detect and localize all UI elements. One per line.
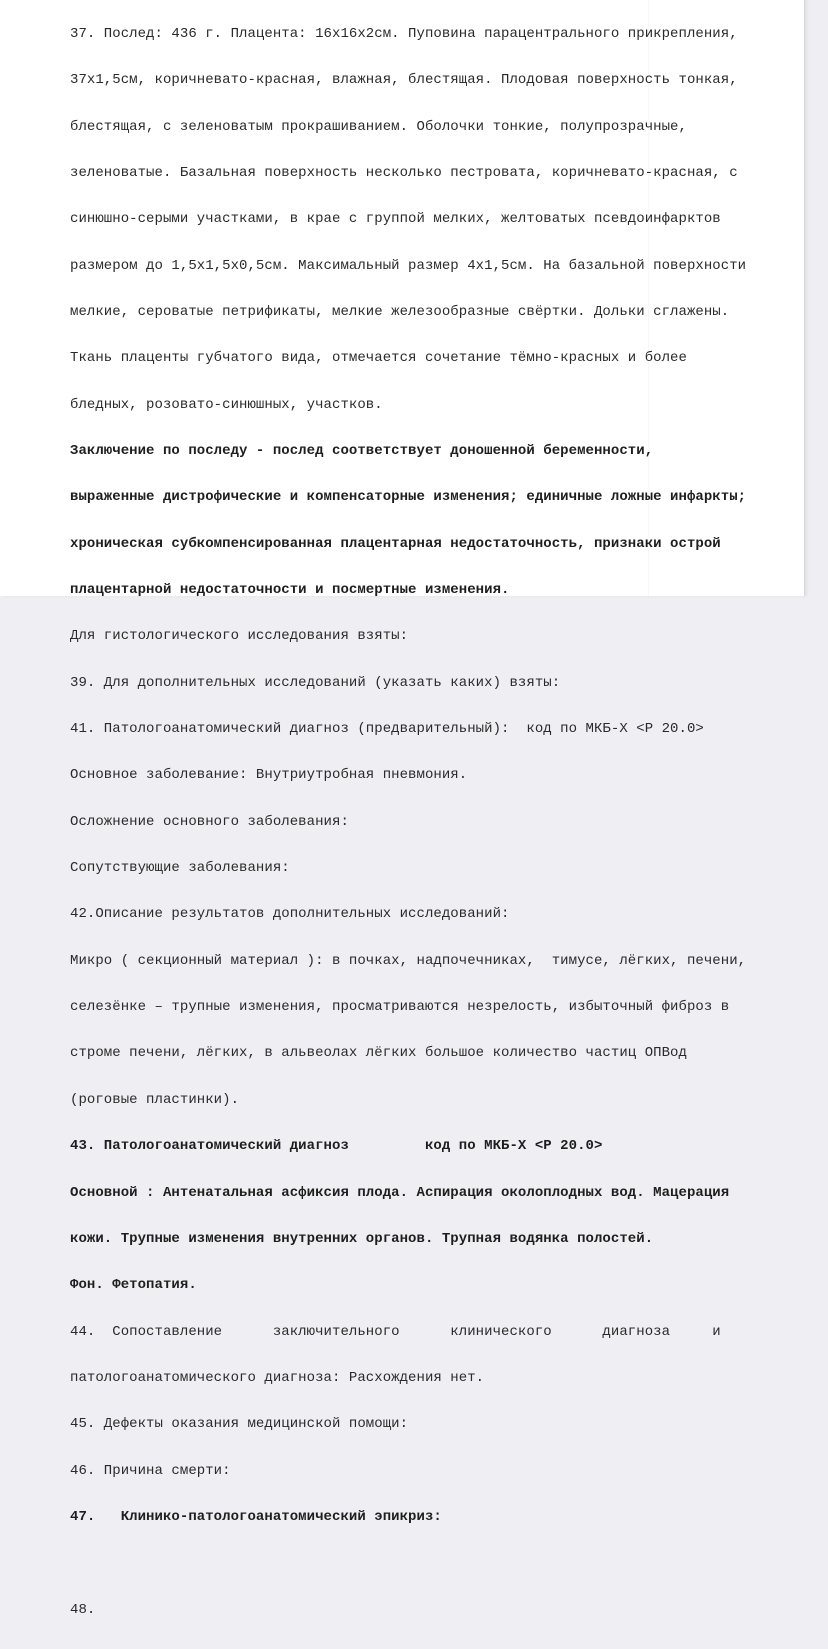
text-line: 46. Причина смерти: (70, 1462, 231, 1479)
final-diagnosis-line: кожи. Трупные изменения внутренних органов. Трупная водянка полостей. (70, 1230, 654, 1247)
text-line: 44. Сопоставление заключительного клинического диагноза и (70, 1323, 721, 1340)
text-line: селезёнке – трупные изменения, просматриваются незрелость, избыточный фиброз в (70, 999, 730, 1016)
placenta-conclusion-line: плацентарной недостаточности и посмертные изменения. (70, 582, 510, 599)
text-line: Для гистологического исследования взяты: (70, 628, 409, 645)
text-line: Микро ( секционный материал ): в почках, надпочечниках, тимусе, лёгких, печени, (70, 952, 747, 969)
text-line: 48. (70, 1601, 96, 1618)
text-line: синюшно-серыми участками, в крае с группой мелких, желтоватых псевдоинфарктов (70, 211, 721, 228)
text-line: размером до 1,5х1,5х0,5см. Максимальный размер 4х1,5см. На базальной поверхности (70, 257, 747, 274)
text-line: патологоанатомического диагноза: Расхождения нет. (70, 1369, 485, 1386)
text-line: Сопутствующие заболевания: (70, 860, 290, 877)
epicrisis-heading: 47. Клинико-патологоанатомический эпикриз: (70, 1508, 442, 1525)
document-text (70, 0, 790, 1649)
text-line: зеленоватые. Базальная поверхность несколько пестровата, коричневато-красная, с (70, 164, 738, 181)
text-line (70, 1556, 790, 1571)
text-line: Основное заболевание: Внутриутробная пневмония. (70, 767, 468, 784)
placenta-conclusion-line: Заключение по последу - послед соответствует доношенной беременности, (70, 443, 654, 459)
text-line: (роговые пластинки). (70, 1091, 240, 1108)
text-line: 45. Дефекты оказания медицинской помощи: (70, 1416, 409, 1433)
text-line: Ткань плаценты губчатого вида, отмечается сочетание тёмно-красных и более (70, 350, 687, 367)
final-diagnosis-line: Основной : Антенатальная асфиксия плода. Аспирация околоплодных вод. Мацерация (70, 1184, 730, 1201)
final-diagnosis-line: Фон. Фетопатия. (70, 1277, 197, 1294)
placenta-conclusion-line: выраженные дистрофические и компенсаторные изменения; единичные ложные инфаркты; (70, 489, 747, 506)
text-line: 42.Описание результатов дополнительных исследований: (70, 906, 510, 923)
final-diagnosis-heading: 43. Патологоанатомический диагноз код по МКБ-Х <Р 20.0> (70, 1138, 603, 1155)
preliminary-diagnosis-line: 41. Патологоанатомический диагноз (предварительный): код по МКБ-Х <Р 20.0> (70, 721, 704, 738)
text-line: блестящая, с зеленоватым прокрашиванием. Оболочки тонкие, полупрозрачные, (70, 118, 687, 135)
text-line: Осложнение основного заболевания: (70, 813, 349, 830)
text-line: 39. Для дополнительных исследований (указать каких) взяты: (70, 674, 561, 691)
text-line: бледных, розовато-синюшных, участков. (70, 396, 383, 413)
text-line: строме печени, лёгких, в альвеолах лёгких большое количество частиц ОПВод (70, 1045, 687, 1062)
text-line: 37. Послед: 436 г. Плацента: 16х16х2см. Пуповина парацентрального прикрепления, (70, 25, 738, 42)
placenta-conclusion-line: хроническая субкомпенсированная плацентарная недостаточность, признаки острой (70, 535, 721, 552)
text-line: мелкие, сероватые петрификаты, мелкие железообразные свёртки. Дольки сглажены. (70, 303, 730, 320)
text-line: 37х1,5см, коричневато-красная, влажная, блестящая. Плодовая поверхность тонкая, (70, 72, 738, 89)
